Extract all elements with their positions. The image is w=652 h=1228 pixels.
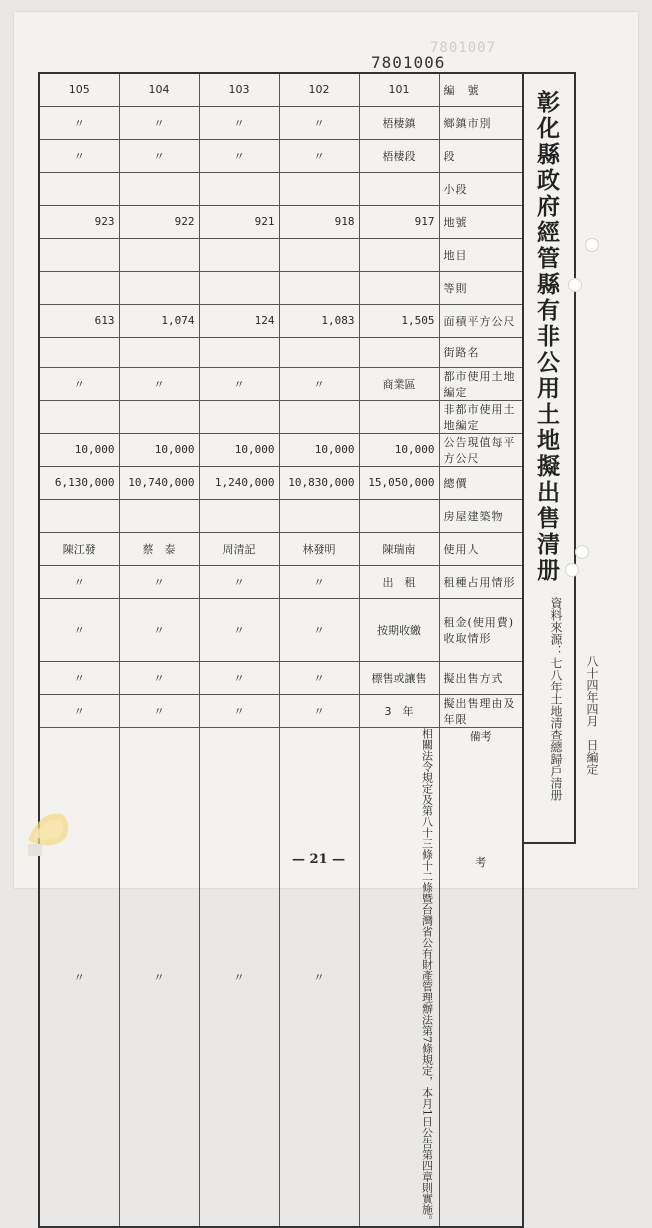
table-cell: 〃 xyxy=(119,598,199,661)
table-cell: 〃 xyxy=(279,106,359,139)
table-cell xyxy=(359,172,439,205)
table-cell: 10,000 xyxy=(199,433,279,466)
table-cell: 按期收繳 xyxy=(359,598,439,661)
table-cell xyxy=(359,271,439,304)
table-cell xyxy=(279,172,359,205)
table-cell: 〃 xyxy=(199,694,279,727)
table-cell: 1,240,000 xyxy=(199,466,279,499)
table-row xyxy=(39,337,523,367)
table-cell xyxy=(39,337,119,367)
table-row xyxy=(39,238,523,271)
table-cell: 〃 xyxy=(39,727,119,1227)
table-row xyxy=(39,304,523,337)
table-row xyxy=(39,727,523,1227)
column-number-cell: 104 xyxy=(119,73,199,106)
table-cell: 613 xyxy=(39,304,119,337)
table-cell: 蔡 泰 xyxy=(119,532,199,565)
note-footer-label: 考 xyxy=(475,855,487,869)
table-cell: 梧棲鎮 xyxy=(359,106,439,139)
table-cell xyxy=(119,499,199,532)
table-cell: 梧棲段 xyxy=(359,139,439,172)
table-row xyxy=(39,400,523,433)
row-header-cell: 租金(使用費)收取情形 xyxy=(439,598,523,661)
table-cell xyxy=(199,271,279,304)
row-header-cell: 租種占用情形 xyxy=(439,565,523,598)
table-cell xyxy=(359,238,439,271)
table-cell: 10,000 xyxy=(119,433,199,466)
table-cell: 〃 xyxy=(199,139,279,172)
table-cell: 124 xyxy=(199,304,279,337)
column-number-cell: 101 xyxy=(359,73,439,106)
table-cell: 〃 xyxy=(119,694,199,727)
table-cell: 〃 xyxy=(199,565,279,598)
bleed-through-number: 7801007 xyxy=(430,40,497,56)
table-cell xyxy=(199,400,279,433)
table-row xyxy=(39,598,523,661)
table-cell: 10,740,000 xyxy=(119,466,199,499)
row-header-cell: 街路名 xyxy=(439,337,523,367)
table-cell: 陳江發 xyxy=(39,532,119,565)
table-cell: 〃 xyxy=(279,598,359,661)
table-cell: 〃 xyxy=(199,367,279,400)
table-cell: 〃 xyxy=(39,694,119,727)
table-cell xyxy=(279,337,359,367)
table-cell xyxy=(279,271,359,304)
table-cell xyxy=(359,400,439,433)
table-row xyxy=(39,499,523,532)
table-row xyxy=(39,271,523,304)
row-header-cell: 小段 xyxy=(439,172,523,205)
table-row xyxy=(39,106,523,139)
table-cell: 〃 xyxy=(119,367,199,400)
table-cell: 〃 xyxy=(279,139,359,172)
table-row xyxy=(39,466,523,499)
table-cell: 出 租 xyxy=(359,565,439,598)
table-cell: 〃 xyxy=(39,106,119,139)
table-cell: 1,083 xyxy=(279,304,359,337)
row-header-cell: 段 xyxy=(439,139,523,172)
table-cell: 923 xyxy=(39,205,119,238)
row-header-cell: 房屋建築物 xyxy=(439,499,523,532)
table-cell xyxy=(279,400,359,433)
table-cell: 〃 xyxy=(199,598,279,661)
table-cell: 〃 xyxy=(199,727,279,1227)
table-row xyxy=(39,139,523,172)
table-cell xyxy=(119,271,199,304)
row-header-cell: 總價 xyxy=(439,466,523,499)
table-cell: 921 xyxy=(199,205,279,238)
table-cell xyxy=(39,271,119,304)
table-cell xyxy=(39,400,119,433)
table-row xyxy=(39,172,523,205)
table-cell: 〃 xyxy=(279,727,359,1227)
table-cell: 〃 xyxy=(119,565,199,598)
table-cell: 標售或讓售 xyxy=(359,661,439,694)
table-cell: 1,505 xyxy=(359,304,439,337)
table-cell: 〃 xyxy=(39,367,119,400)
page-number: — 21 — xyxy=(292,852,346,867)
table-cell: 〃 xyxy=(199,106,279,139)
document-title: 彰化縣政府經管縣有非公用土地擬出售清册 xyxy=(533,90,560,584)
table-cell xyxy=(119,400,199,433)
table-cell: 6,130,000 xyxy=(39,466,119,499)
table-cell: 10,000 xyxy=(359,433,439,466)
table-cell: 〃 xyxy=(39,139,119,172)
table-cell xyxy=(119,238,199,271)
table-row xyxy=(39,694,523,727)
table-cell: 〃 xyxy=(119,661,199,694)
table-row xyxy=(39,661,523,694)
row-header-cell: 等則 xyxy=(439,271,523,304)
document-number-stamp: 7801006 xyxy=(371,53,446,72)
row-header-cell: 擬出售方式 xyxy=(439,661,523,694)
punch-hole xyxy=(565,563,579,577)
table-cell: 10,000 xyxy=(39,433,119,466)
table-row xyxy=(39,532,523,565)
table-cell xyxy=(39,238,119,271)
table-cell: 〃 xyxy=(119,139,199,172)
table-cell: 〃 xyxy=(39,565,119,598)
table-cell: 917 xyxy=(359,205,439,238)
table-cell: 1,074 xyxy=(119,304,199,337)
punch-hole xyxy=(585,238,599,252)
row-header-cell: 面積平方公尺 xyxy=(439,304,523,337)
table-cell: 918 xyxy=(279,205,359,238)
table-cell: 〃 xyxy=(279,694,359,727)
table-cell: 〃 xyxy=(279,565,359,598)
table-cell: 林發明 xyxy=(279,532,359,565)
table-cell xyxy=(279,238,359,271)
table-cell: 陳瑞南 xyxy=(359,532,439,565)
table-cell xyxy=(199,499,279,532)
table-cell: 10,000 xyxy=(279,433,359,466)
data-source-note: 資料來源：七八年土地清查總歸戶清册 xyxy=(549,597,563,801)
table-cell: 10,830,000 xyxy=(279,466,359,499)
table-cell: 〃 xyxy=(119,106,199,139)
column-number-cell: 102 xyxy=(279,73,359,106)
punch-hole xyxy=(568,278,582,292)
table-cell: 〃 xyxy=(39,598,119,661)
table-cell: 〃 xyxy=(119,727,199,1227)
legal-note-cell: 相關法令規定及第八十三條十二條暨台灣省公有財產管理辦法第7條規定，本月1日公告第四章則實施。 xyxy=(359,727,439,1227)
column-number-cell: 105 xyxy=(39,73,119,106)
table-cell: 商業區 xyxy=(359,367,439,400)
table-cell: 〃 xyxy=(279,661,359,694)
table-cell: 15,050,000 xyxy=(359,466,439,499)
table-cell xyxy=(359,499,439,532)
table-cell xyxy=(119,337,199,367)
table-row xyxy=(39,433,523,466)
table-cell xyxy=(199,238,279,271)
row-header-cell: 地目 xyxy=(439,238,523,271)
table-cell xyxy=(359,337,439,367)
table-cell xyxy=(279,499,359,532)
table-cell xyxy=(199,172,279,205)
table-cell xyxy=(119,172,199,205)
row-header-cell: 鄉鎮市別 xyxy=(439,106,523,139)
column-number-cell: 103 xyxy=(199,73,279,106)
table-cell xyxy=(39,172,119,205)
table-cell: 〃 xyxy=(199,661,279,694)
table-cell: 922 xyxy=(119,205,199,238)
table-cell: 〃 xyxy=(279,367,359,400)
row-header-cell: 非都市使用土地編定 xyxy=(439,400,523,433)
table-row xyxy=(39,367,523,400)
row-header-cell: 擬出售理由及年限 xyxy=(439,694,523,727)
row-header-cell: 使用人 xyxy=(439,532,523,565)
table-cell: 〃 xyxy=(39,661,119,694)
compile-date: 八十四年四月 日編定 xyxy=(585,655,599,775)
table-row xyxy=(39,73,523,106)
row-header-cell: 地號 xyxy=(439,205,523,238)
table-row xyxy=(39,205,523,238)
land-sale-table xyxy=(38,72,524,1228)
row-header-cell: 編 號 xyxy=(439,73,523,106)
row-header-cell: 都市使用土地編定 xyxy=(439,367,523,400)
row-header-cell: 備考 考 xyxy=(439,727,523,1227)
table-cell: 3 年 xyxy=(359,694,439,727)
punch-hole xyxy=(575,545,589,559)
table-row xyxy=(39,565,523,598)
row-header-cell: 公告現值每平方公尺 xyxy=(439,433,523,466)
table-cell: 周清記 xyxy=(199,532,279,565)
archive-logo-icon xyxy=(20,800,80,860)
table-cell xyxy=(39,499,119,532)
table-cell xyxy=(199,337,279,367)
